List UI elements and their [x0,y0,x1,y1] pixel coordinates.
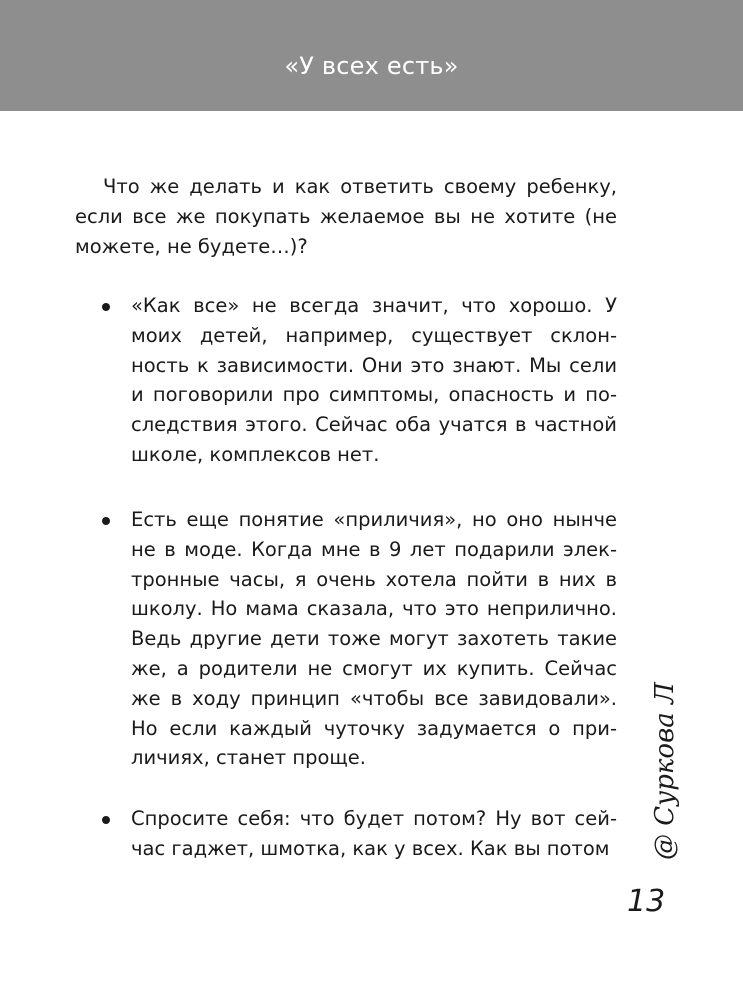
intro-paragraph: Что же делать и как ответить своему ребенку, если все же покупать желаемое вы не хотите (не можете, не будете…)? [75,175,617,258]
bullet-icon [102,816,110,824]
chapter-title: «У всех есть» [284,52,459,80]
list-item-text: «Как все» не всегда значит, что хорошо. У моих детей, например, существует склонность к зависимости. Они это знают. Мы сели и поговорили про симптомы, опасность и последствия этого. Сейчас оба учатся в частной школе, комплексов нет. [131,294,617,466]
bullet-icon [102,303,110,311]
author-signature: @ Суркова Л [650,682,680,860]
bullet-icon [102,517,110,525]
list-item-text: Есть еще понятие «приличия», но оно нынче не в моде. Когда мне в 9 лет подарили электронные часы, я очень хотела пойти в них в школу. Но мама сказала, что это неприлично. Ведь другие дети тоже могут захотеть такие же, а родители не смогут их купить. Сейчас же в ходу принцип «чтобы все завидовали». Но если каждый чуточку задумается о приличиях, станет проще. [131,508,617,770]
list-item-text: Спросите себя: что будет потом? Ну вот сейчас гаджет, шмотка, как у всех. Как вы потом [131,807,617,860]
page-number: 13 [627,884,666,919]
